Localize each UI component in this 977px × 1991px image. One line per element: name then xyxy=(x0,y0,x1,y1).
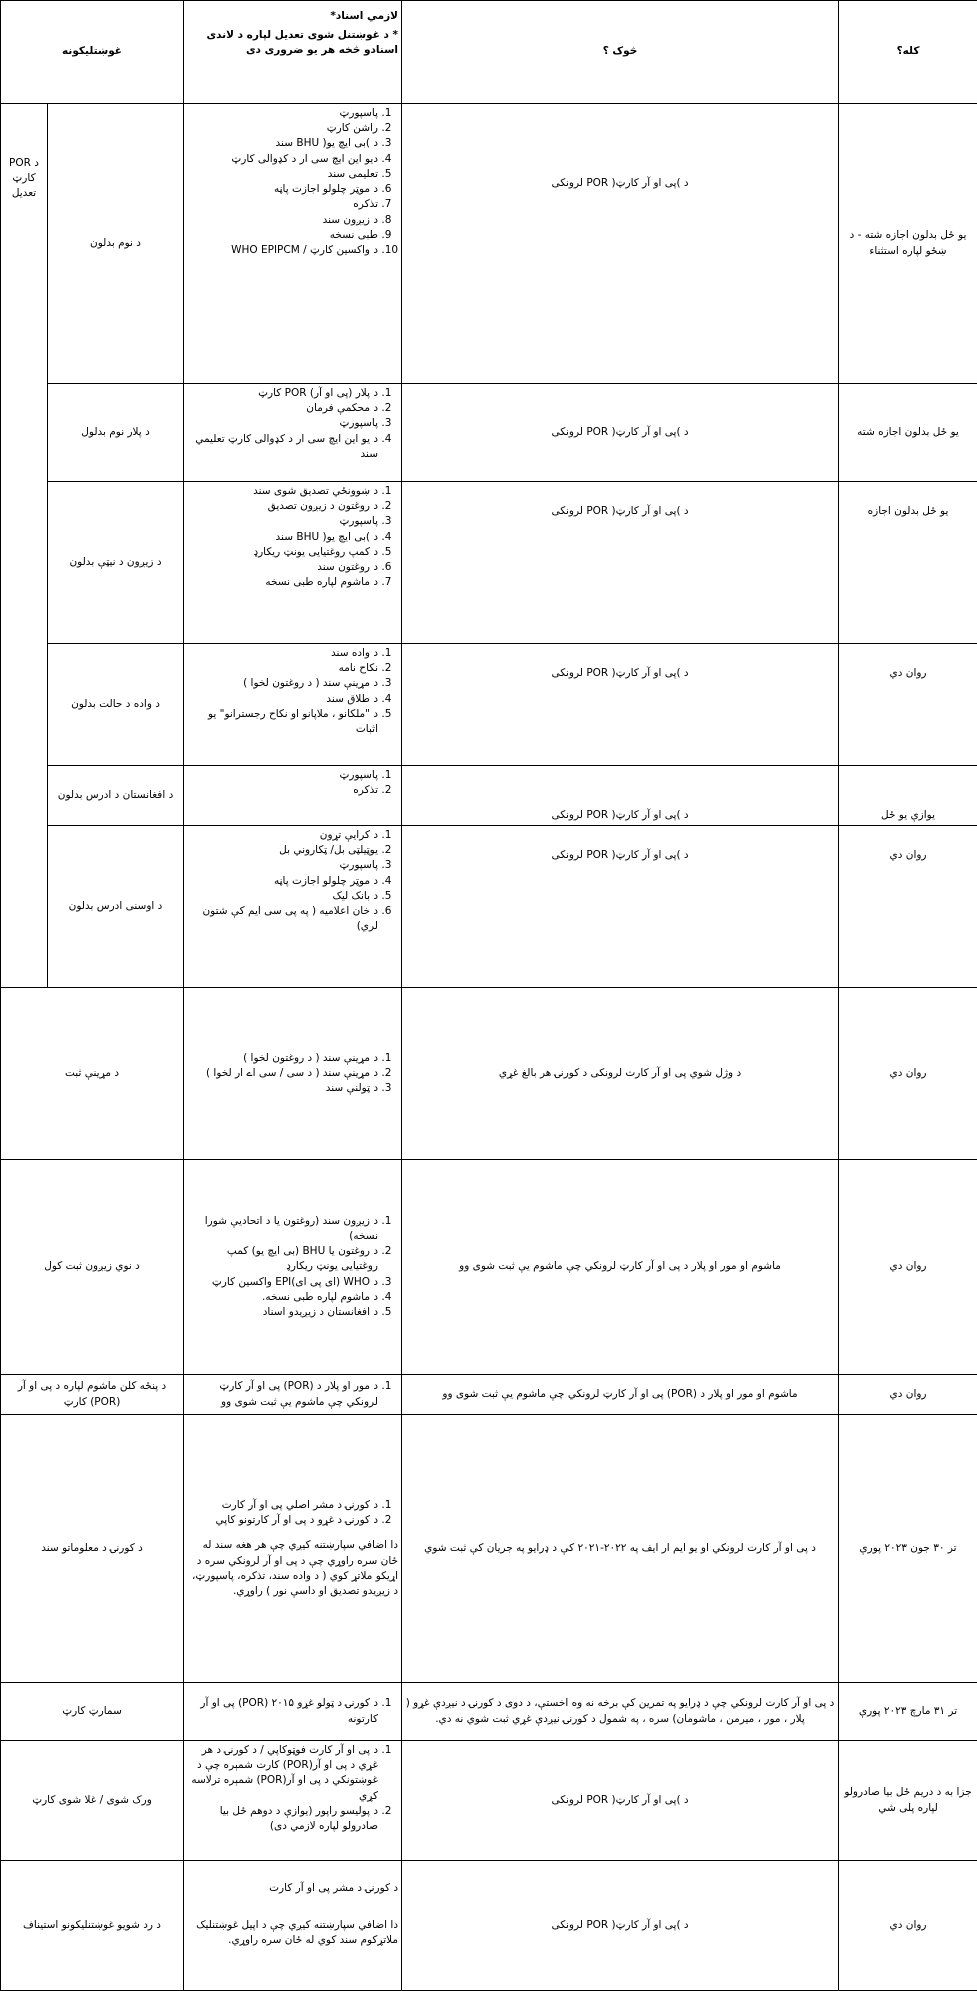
document-item: 4. د یو این ایچ سی ار د کډوالی کارټ تعلیمي سند xyxy=(187,432,378,462)
document-item: 2. یوټیلټی بل/ ټکاروني بل xyxy=(187,843,378,858)
document-item: 7. تذکره xyxy=(187,197,378,212)
docs-cell xyxy=(184,644,402,766)
document-item: 5. د بانک لیک xyxy=(187,889,378,904)
who-cell: ماشوم او مور او پلار د پی او آر کارټ لرونکي چې ماشوم یې ثبت شوی وو xyxy=(402,1160,839,1375)
document-item: 6. د روغتون سند xyxy=(187,560,378,575)
doc-list xyxy=(187,1051,398,1097)
when-cell: تر ۳۰ جون ۲۰۲۳ پورې xyxy=(839,1415,977,1683)
who-cell: د )پی او آر کارټ( POR لرونکی xyxy=(402,1741,839,1861)
service-cell: ورک شوی / غلا شوی کارټ xyxy=(1,1741,184,1861)
table-row xyxy=(1,1375,977,1415)
doc-list xyxy=(187,1696,398,1726)
document-item: 2. د مړینې سند ( د سی / سی اے ار لخوا ) xyxy=(187,1066,378,1081)
table-row xyxy=(1,766,977,826)
document-item: 5. تعلیمی سند xyxy=(187,167,378,182)
doc-list xyxy=(187,646,398,737)
document-item: 2. د محکمې فرمان xyxy=(187,401,378,416)
document-item: 3. د )بی ایچ یو( BHU سند xyxy=(187,136,378,151)
document-item: 1. د مړینې سند ( د روغتون لخوا ) xyxy=(187,1051,378,1066)
document-item: 4. د ماشوم لپاره طبی نسخه. xyxy=(187,1290,378,1305)
docs-cell xyxy=(184,1741,402,1861)
document-item: 2. د کورنۍ د غړو د پی او آر کارتونو کاپي xyxy=(187,1513,378,1528)
when-cell: روان دي xyxy=(839,1160,977,1375)
header-docs-title: لازمي اسناد* xyxy=(330,10,399,22)
docs-cell xyxy=(184,988,402,1160)
when-cell: روان دي xyxy=(839,1375,977,1415)
document-item: 1. د کورنۍ د مشر اصلي پی او آر کارت xyxy=(187,1498,378,1513)
table-row xyxy=(1,384,977,482)
document-item: 1. د ښوونځي تصدیق شوی سند xyxy=(187,484,378,499)
document-item: 6. د موټر چلولو اجازت پاڼه xyxy=(187,182,378,197)
header-when: کله؟ xyxy=(839,1,977,104)
who-cell: د )پی او آر کارټ( POR لرونکی xyxy=(402,644,839,766)
document-item: 4. دیو این ایچ سی ار د کډوالی کارټ xyxy=(187,152,378,167)
when-cell: روان دي xyxy=(839,826,977,988)
docs-cell xyxy=(184,1375,402,1415)
service-cell: د زیږون د نیټې بدلون xyxy=(48,482,184,644)
when-cell: روان دي xyxy=(839,988,977,1160)
document-item: 6. د خان اعلامیه ( په پی سی ایم کې شتون لري) xyxy=(187,904,378,934)
document-item: 1. د پلار (پی او آر) POR کارټ xyxy=(187,386,378,401)
document-item: 3. پاسپورټ xyxy=(187,416,378,431)
header-docs xyxy=(184,1,402,104)
document-item: 1. د پی او آر کارت فوټوکاپي / د کورنۍ د هر غړي د پی او آر(POR) کارت شمېره چې د غوښتونکي د پی او آر(POR) شمېره ترلاسه کړي xyxy=(187,1743,378,1804)
docs-cell xyxy=(184,104,402,384)
document-item: 3. د مړینې سند ( د روغتون لخوا ) xyxy=(187,676,378,691)
header-who: څوک ؟ xyxy=(402,1,839,104)
doc-list xyxy=(187,106,398,258)
table-row xyxy=(1,1415,977,1683)
group-por-label: د POR کارټ تعدیل xyxy=(1,104,48,988)
docs-cell xyxy=(184,826,402,988)
who-cell: د )پی او آر کارټ( POR لرونکی xyxy=(402,482,839,644)
who-cell: د وژل شوي پی او آر کارت لرونکی د کورنۍ هر بالغ غړي xyxy=(402,988,839,1160)
who-cell: د )پی او آر کارټ( POR لرونکی xyxy=(402,384,839,482)
service-cell: د کورنۍ د معلوماتو سند xyxy=(1,1415,184,1683)
doc-list xyxy=(187,386,398,462)
doc-list xyxy=(187,1379,398,1409)
docs-cell xyxy=(184,1683,402,1741)
note-text: دا اضافي سپارښتنه کیږي چې د اپیل غوښتنلیک ملاتړکوم سند کوي له ځان سره راوړي. xyxy=(196,1919,399,1947)
header-row xyxy=(1,1,977,104)
table-row xyxy=(1,1861,977,1991)
who-cell: د پی او آر کارت لرونکي او یو ایم ار ایف په ۲۰۲۲-۲۰۲۱ کې د ډرایو په جریان کې ثبت شوي xyxy=(402,1415,839,1683)
table-row xyxy=(1,826,977,988)
table-row xyxy=(1,988,977,1160)
document-item: 1. د واده سند xyxy=(187,646,378,661)
doc-line: د کورنۍ د مشر پی او آر کارت xyxy=(269,1882,399,1894)
service-cell: د مړینې ثبت xyxy=(1,988,184,1160)
when-cell: یو ځل بدلون اجازه شته xyxy=(839,384,977,482)
document-item: 1. پاسپورټ xyxy=(187,106,378,121)
document-item: 4. د )بی ایچ یو( BHU سند xyxy=(187,530,378,545)
document-item: 3. پاسپورټ xyxy=(187,858,378,873)
docs-cell xyxy=(184,766,402,826)
document-item: 2. د روغتون د زیږون تصدیق xyxy=(187,499,378,514)
when-cell: جزا به د دریم ځل بیا صادرولو لپاره پلی شي xyxy=(839,1741,977,1861)
table-row xyxy=(1,1683,977,1741)
service-cell: د افغانستان د ادرس بدلون xyxy=(48,766,184,826)
table-row xyxy=(1,482,977,644)
document-item: 1. د کورنۍ د ټولو غړو ۲۰۱۵ (POR) پی او آر کارتونه xyxy=(187,1696,378,1726)
when-cell: روان دي xyxy=(839,1861,977,1991)
who-cell: د )پی او آر کارټ( POR لرونکی xyxy=(402,104,839,384)
service-cell: د واده د حالت بدلون xyxy=(48,644,184,766)
document-item: 2. تذکره xyxy=(187,783,378,798)
table-row xyxy=(1,644,977,766)
document-item: 2. راشن کارټ xyxy=(187,121,378,136)
docs-cell xyxy=(184,1415,402,1683)
when-cell: یو ځل بدلون اجازه شته - د ښځو لپاره استثناء xyxy=(839,104,977,384)
document-item: 5. د افغانستان د زیږیدو اسناد xyxy=(187,1305,378,1320)
document-item: 10. د واکسین کارټ / WHO EPIPCM xyxy=(187,243,378,258)
service-cell: د پلار نوم بدلول xyxy=(48,384,184,482)
service-cell: د نوي زیږون ثبت کول xyxy=(1,1160,184,1375)
docs-cell xyxy=(184,384,402,482)
document-item: 5. د کمپ روغتیایی یونټ ریکارډ xyxy=(187,545,378,560)
document-item: 5. د "ملکانو ، ملاپانو او نکاح رجسترانو" یو اثبات xyxy=(187,707,378,737)
doc-list xyxy=(187,1743,398,1834)
doc-list xyxy=(187,484,398,591)
header-service: غوښتلیکونه xyxy=(1,1,184,104)
service-cell: د رد شویو غوښتنلیکونو استیناف xyxy=(1,1861,184,1991)
header-docs-note: * د غوښتنل شوی تعدیل لپاره د لاندی اسنادو څخه هر یو ضروری دی xyxy=(206,29,399,57)
doc-list xyxy=(187,828,398,935)
doc-list xyxy=(187,768,398,798)
document-item: 1. د کرایې تړون xyxy=(187,828,378,843)
document-item: 3. د WHO (ای پی ای)EPI واکسین کارټ xyxy=(187,1275,378,1290)
who-cell: ماشوم او مور او پلار د (POR) پی او آر کارټ لرونکي چې ماشوم یې ثبت شوی وو xyxy=(402,1375,839,1415)
document-item: 1. د مور او پلار د (POR) پی او آر کارټ لرونکي چې ماشوم یې ثبت شوی وو xyxy=(187,1379,378,1409)
when-cell: تر ۳۱ مارچ ۲۰۲۳ پورې xyxy=(839,1683,977,1741)
document-item: 3. پاسپورټ xyxy=(187,514,378,529)
when-cell: یو ځل بدلون اجازه xyxy=(839,482,977,644)
docs-cell xyxy=(184,482,402,644)
document-item: 8. د زیږون سند xyxy=(187,213,378,228)
document-item: 2. د روغتون یا BHU (بی ایچ یو) کمپ روغتیایی یونټ ریکارډ xyxy=(187,1244,378,1274)
document-item: 4. د طلاق سند xyxy=(187,692,378,707)
service-cell: سمارټ کارټ xyxy=(1,1683,184,1741)
table-row xyxy=(1,104,977,384)
document-item: 3. د ټولنې سند xyxy=(187,1081,378,1096)
table-row xyxy=(1,1741,977,1861)
document-item: 1. د زیږون سند (روغتون یا د اتحادیې شورا نسخه) xyxy=(187,1214,378,1244)
service-cell: د نوم بدلون xyxy=(48,104,184,384)
document-item: 7. د ماشوم لپاره طبی نسخه xyxy=(187,575,378,590)
doc-list xyxy=(187,1498,398,1528)
doc-list xyxy=(187,1214,398,1321)
service-cell: د پنځه کلن ماشوم لپاره د پی او آر (POR) کارټ xyxy=(1,1375,184,1415)
document-item: 2. نکاح نامه xyxy=(187,661,378,676)
who-cell: د پی او آر کارت لرونکي چې د ډرایو په تمرین کې برخه نه وه اخستې، د دوی د کورنۍ د نیږدې غړو ( پلار ، مور ، میرمن ، ماشومان) سره ، په شمول د کورنۍ نیږدې غړي ثبت شوي نه دي. xyxy=(402,1683,839,1741)
document-item: 9. طبی نسخه xyxy=(187,228,378,243)
when-cell: یوازې یو ځل xyxy=(839,766,977,826)
docs-cell xyxy=(184,1160,402,1375)
document-item: 2. د پولیسو راپور (یوازې د دوهم ځل بیا صادرولو لپاره لازمي دی) xyxy=(187,1804,378,1834)
document-item: 1. پاسپورټ xyxy=(187,768,378,783)
docs-cell xyxy=(184,1861,402,1991)
when-cell: روان دي xyxy=(839,644,977,766)
service-cell: د اوسنی ادرس بدلون xyxy=(48,826,184,988)
who-cell: د )پی او آر کارټ( POR لرونکی xyxy=(402,766,839,826)
document-item: 4. د موټر چلولو اجازت پاڼه xyxy=(187,874,378,889)
who-cell: د )پی او آر کارټ( POR لرونکی xyxy=(402,826,839,988)
table-row xyxy=(1,1160,977,1375)
who-cell: د )پی او آر کارټ( POR لرونکی xyxy=(402,1861,839,1991)
note-text: دا اضافي سپارښتنه کیږي چې هر هغه سند له ځان سره راوړي چې د پی او آر لرونکي سره د اړیکو ملاتړ کوي ( د واده سند، تذکره، پاسپورټ، د زیږیدو تصدیق او داسې نور ) راوړي. xyxy=(191,1539,399,1597)
